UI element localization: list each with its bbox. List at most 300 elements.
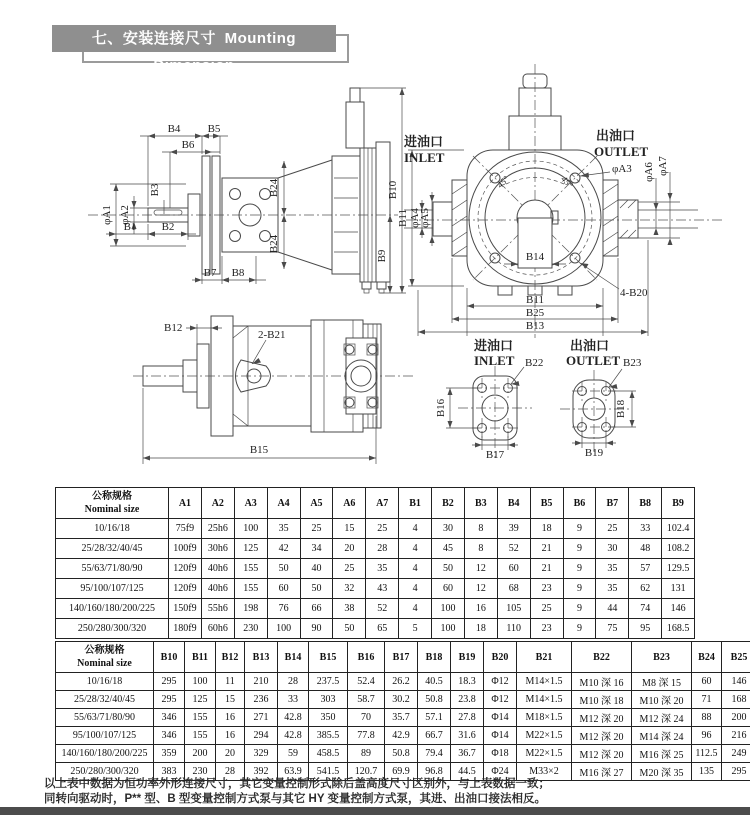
value-cell: 52.4 bbox=[348, 673, 385, 691]
dim-label-b22: B22 bbox=[525, 357, 544, 369]
nominal-size-header bbox=[56, 488, 169, 519]
value-cell: 303 bbox=[309, 691, 348, 709]
header-row bbox=[56, 642, 750, 673]
value-cell: 58.7 bbox=[348, 691, 385, 709]
value-cell: Φ12 bbox=[484, 673, 517, 691]
nominal-size-cell: 25/28/32/40/45 bbox=[56, 539, 169, 559]
value-cell: 8 bbox=[464, 519, 497, 539]
column-header-A4: A4 bbox=[267, 488, 300, 519]
value-cell: 55h6 bbox=[201, 599, 234, 619]
table-row bbox=[56, 599, 695, 619]
value-cell: 210 bbox=[245, 673, 278, 691]
footer-note-2: 同转向驱动时，P** 型、B 型变量控制方式泵与其它 HY 变量控制方式泵，其进、出油口接法相反。 bbox=[44, 792, 546, 810]
value-cell: 100 bbox=[234, 519, 267, 539]
value-cell: 60 bbox=[692, 673, 722, 691]
value-cell: 32 bbox=[333, 579, 366, 599]
value-cell: 155 bbox=[185, 727, 216, 745]
value-cell: 9 bbox=[563, 599, 596, 619]
value-cell: 15 bbox=[333, 519, 366, 539]
dim-label-b4: B4 bbox=[167, 123, 181, 135]
column-header-B15: B15 bbox=[309, 642, 348, 673]
value-cell: 16 bbox=[464, 599, 497, 619]
value-cell: 42.8 bbox=[278, 727, 309, 745]
column-header-B22: B22 bbox=[572, 642, 632, 673]
value-cell: 346 bbox=[154, 709, 185, 727]
inlet-label-en: INLET bbox=[404, 150, 445, 165]
nominal-size-cell: 140/160/180/200/225 bbox=[56, 745, 154, 763]
dim-label-b25: B25 bbox=[525, 307, 545, 319]
dim-label-b13: B13 bbox=[525, 320, 545, 332]
dimension-table-2 bbox=[55, 641, 750, 781]
table-row bbox=[56, 745, 750, 763]
value-cell: M12 深 20 bbox=[572, 745, 632, 763]
value-cell: 23 bbox=[530, 579, 563, 599]
dim-label-b11: B11 bbox=[526, 294, 544, 306]
table-row bbox=[56, 673, 750, 691]
value-cell: 20 bbox=[216, 745, 245, 763]
dim-label-a6: φA6 bbox=[643, 162, 655, 182]
value-cell: 329 bbox=[245, 745, 278, 763]
dim-label-b19: B19 bbox=[584, 447, 604, 459]
value-cell: 458.5 bbox=[309, 745, 348, 763]
dim-label-b1: B1 bbox=[123, 221, 137, 233]
column-header-B16: B16 bbox=[348, 642, 385, 673]
nominal-size-cell: 140/160/180/200/225 bbox=[56, 599, 169, 619]
column-header-B17: B17 bbox=[385, 642, 418, 673]
value-cell: 16 bbox=[216, 727, 245, 745]
value-cell: 150f9 bbox=[169, 599, 202, 619]
value-cell: 100 bbox=[267, 619, 300, 639]
value-cell: 216 bbox=[722, 727, 750, 745]
value-cell: M16 深 25 bbox=[632, 745, 692, 763]
column-header-B8: B8 bbox=[629, 488, 662, 519]
dim-label-b6: B6 bbox=[181, 139, 195, 151]
value-cell: 9 bbox=[563, 559, 596, 579]
value-cell: M14×1.5 bbox=[517, 691, 572, 709]
value-cell: Φ14 bbox=[484, 709, 517, 727]
value-cell: 102.4 bbox=[662, 519, 695, 539]
value-cell: 23.8 bbox=[451, 691, 484, 709]
port-flanges-drawing bbox=[430, 328, 685, 480]
column-header-B21: B21 bbox=[517, 642, 572, 673]
column-header-B13: B13 bbox=[245, 642, 278, 673]
value-cell: M12 深 20 bbox=[572, 709, 632, 727]
table-row bbox=[56, 539, 695, 559]
angle-label-left: 45° bbox=[494, 173, 511, 190]
value-cell: 385.5 bbox=[309, 727, 348, 745]
value-cell: 20 bbox=[333, 539, 366, 559]
dim-label-b23: B23 bbox=[623, 357, 642, 369]
value-cell: M14 深 24 bbox=[632, 727, 692, 745]
value-cell: 4 bbox=[399, 579, 432, 599]
nominal-size-cell: 55/63/71/80/90 bbox=[56, 709, 154, 727]
value-cell: 52 bbox=[497, 539, 530, 559]
value-cell: 392 bbox=[245, 763, 278, 781]
value-cell: 44.5 bbox=[451, 763, 484, 781]
value-cell: 4 bbox=[399, 519, 432, 539]
value-cell: 48 bbox=[629, 539, 662, 559]
value-cell: 38 bbox=[333, 599, 366, 619]
value-cell: 50.8 bbox=[385, 745, 418, 763]
value-cell: 120.7 bbox=[348, 763, 385, 781]
column-header-B23: B23 bbox=[632, 642, 692, 673]
nominal-size-cell: 10/16/18 bbox=[56, 673, 154, 691]
value-cell: 74 bbox=[629, 599, 662, 619]
dimension-lines bbox=[446, 367, 636, 450]
value-cell: 35 bbox=[596, 559, 629, 579]
column-header-B12: B12 bbox=[216, 642, 245, 673]
value-cell: Φ14 bbox=[484, 727, 517, 745]
dim-label-b5: B5 bbox=[207, 123, 221, 135]
column-header-B24: B24 bbox=[692, 642, 722, 673]
value-cell: 25h6 bbox=[201, 519, 234, 539]
value-cell: 36.7 bbox=[451, 745, 484, 763]
column-header-B5: B5 bbox=[530, 488, 563, 519]
value-cell: 28 bbox=[278, 673, 309, 691]
value-cell: M12 深 24 bbox=[632, 709, 692, 727]
inlet-port-label-en: INLET bbox=[474, 353, 515, 368]
value-cell: 230 bbox=[185, 763, 216, 781]
value-cell: 295 bbox=[722, 763, 750, 781]
column-header-B11: B11 bbox=[185, 642, 216, 673]
value-cell: M14×1.5 bbox=[517, 673, 572, 691]
front-view-drawing bbox=[398, 60, 733, 345]
table-row bbox=[56, 559, 695, 579]
value-cell: 146 bbox=[722, 673, 750, 691]
nominal-size-cell: 95/100/107/125 bbox=[56, 579, 169, 599]
value-cell: 76 bbox=[267, 599, 300, 619]
value-cell: 65 bbox=[366, 619, 399, 639]
dim-label-b21: 2-B21 bbox=[258, 329, 286, 341]
column-header-B4: B4 bbox=[497, 488, 530, 519]
nominal-size-cell: 250/280/300/320 bbox=[56, 763, 154, 781]
nominal-size-cell: 250/280/300/320 bbox=[56, 619, 169, 639]
outlet-label-zh: 出油口 bbox=[596, 128, 636, 143]
value-cell: 95 bbox=[629, 619, 662, 639]
dim-label-b18: B18 bbox=[615, 399, 627, 419]
value-cell: 9 bbox=[563, 519, 596, 539]
value-cell: M8 深 15 bbox=[632, 673, 692, 691]
dim-label-a5: φA5 bbox=[419, 208, 431, 228]
value-cell: 42 bbox=[267, 539, 300, 559]
dim-label-a3: φA3 bbox=[612, 163, 632, 175]
dim-label-b8: B8 bbox=[231, 267, 245, 279]
value-cell: 9 bbox=[563, 619, 596, 639]
column-header-A3: A3 bbox=[234, 488, 267, 519]
value-cell: 52 bbox=[366, 599, 399, 619]
value-cell: 35 bbox=[366, 559, 399, 579]
value-cell: 35.7 bbox=[385, 709, 418, 727]
value-cell: 25 bbox=[530, 599, 563, 619]
dim-label-b10: B10 bbox=[387, 180, 399, 200]
inlet-port-label-zh: 进油口 bbox=[474, 338, 514, 353]
value-cell: 50 bbox=[432, 559, 465, 579]
value-cell: 25 bbox=[596, 519, 629, 539]
value-cell: 30 bbox=[432, 519, 465, 539]
nominal-size-cell: 95/100/107/125 bbox=[56, 727, 154, 745]
dim-label-b12: B12 bbox=[164, 322, 183, 334]
value-cell: 21 bbox=[530, 539, 563, 559]
value-cell: 50 bbox=[300, 579, 333, 599]
value-cell: 18 bbox=[464, 619, 497, 639]
value-cell: M18×1.5 bbox=[517, 709, 572, 727]
value-cell: 57.1 bbox=[418, 709, 451, 727]
value-cell: 15 bbox=[216, 691, 245, 709]
dim-label-b14: B14 bbox=[525, 251, 545, 263]
value-cell: M16 深 27 bbox=[572, 763, 632, 781]
nominal-size-cell: 10/16/18 bbox=[56, 519, 169, 539]
dim-label-a1: φA1 bbox=[101, 205, 113, 225]
value-cell: 43 bbox=[366, 579, 399, 599]
nominal-size-cell: 25/28/32/40/45 bbox=[56, 691, 154, 709]
value-cell: 100 bbox=[185, 673, 216, 691]
value-cell: 11 bbox=[216, 673, 245, 691]
value-cell: 71 bbox=[692, 691, 722, 709]
value-cell: 35 bbox=[596, 579, 629, 599]
value-cell: 30h6 bbox=[201, 539, 234, 559]
value-cell: 30.2 bbox=[385, 691, 418, 709]
value-cell: 62 bbox=[629, 579, 662, 599]
column-header-B14: B14 bbox=[278, 642, 309, 673]
value-cell: 18 bbox=[530, 519, 563, 539]
value-cell: 180f9 bbox=[169, 619, 202, 639]
value-cell: 237.5 bbox=[309, 673, 348, 691]
value-cell: 57 bbox=[629, 559, 662, 579]
value-cell: 16 bbox=[216, 709, 245, 727]
value-cell: 68 bbox=[497, 579, 530, 599]
value-cell: 33 bbox=[278, 691, 309, 709]
value-cell: 42.8 bbox=[278, 709, 309, 727]
nominal-size-en: Nominal size bbox=[84, 504, 140, 515]
value-cell: Φ24 bbox=[484, 763, 517, 781]
value-cell: 155 bbox=[185, 709, 216, 727]
page-title-en: Mounting Dimension bbox=[153, 30, 297, 74]
dim-label-b24-bottom: B24 bbox=[268, 234, 280, 254]
value-cell: 70 bbox=[348, 709, 385, 727]
value-cell: 120f9 bbox=[169, 559, 202, 579]
dim-label-b20: 4-B20 bbox=[620, 287, 648, 299]
nominal-size-header bbox=[56, 642, 154, 673]
value-cell: 60 bbox=[432, 579, 465, 599]
value-cell: 40 bbox=[300, 559, 333, 579]
dim-label-b17: B17 bbox=[485, 449, 505, 461]
outlet-label-en: OUTLET bbox=[594, 144, 649, 159]
value-cell: 60 bbox=[497, 559, 530, 579]
nominal-size-cell: 55/63/71/80/90 bbox=[56, 559, 169, 579]
value-cell: 4 bbox=[399, 599, 432, 619]
value-cell: 120f9 bbox=[169, 579, 202, 599]
value-cell: 135 bbox=[692, 763, 722, 781]
value-cell: 66 bbox=[300, 599, 333, 619]
value-cell: 96 bbox=[692, 727, 722, 745]
dim-label-a7: φA7 bbox=[657, 156, 669, 176]
column-header-B19: B19 bbox=[451, 642, 484, 673]
value-cell: Φ18 bbox=[484, 745, 517, 763]
header-row bbox=[56, 488, 695, 519]
value-cell: 28 bbox=[216, 763, 245, 781]
value-cell: 39 bbox=[497, 519, 530, 539]
footer-notes bbox=[44, 777, 716, 810]
value-cell: 12 bbox=[464, 579, 497, 599]
column-header-B20: B20 bbox=[484, 642, 517, 673]
value-cell: 27.8 bbox=[451, 709, 484, 727]
column-header-B25: B25 bbox=[722, 642, 750, 673]
value-cell: 100f9 bbox=[169, 539, 202, 559]
pump-outline bbox=[88, 88, 398, 293]
nominal-size-en: Nominal size bbox=[77, 658, 132, 669]
dim-label-b24-top: B24 bbox=[268, 178, 280, 198]
column-header-B3: B3 bbox=[464, 488, 497, 519]
value-cell: 12 bbox=[464, 559, 497, 579]
value-cell: 33 bbox=[629, 519, 662, 539]
value-cell: M12 深 20 bbox=[572, 727, 632, 745]
column-header-B1: B1 bbox=[399, 488, 432, 519]
value-cell: 60h6 bbox=[201, 619, 234, 639]
value-cell: 200 bbox=[722, 709, 750, 727]
value-cell: 4 bbox=[399, 539, 432, 559]
dimension-table-1 bbox=[55, 487, 695, 639]
angle-label-right: 45° bbox=[559, 173, 576, 190]
value-cell: 350 bbox=[309, 709, 348, 727]
dim-label-a2: φA2 bbox=[119, 205, 131, 225]
value-cell: 155 bbox=[234, 579, 267, 599]
value-cell: 45 bbox=[432, 539, 465, 559]
value-cell: 108.2 bbox=[662, 539, 695, 559]
value-cell: 26.2 bbox=[385, 673, 418, 691]
value-cell: 168 bbox=[722, 691, 750, 709]
column-header-B2: B2 bbox=[432, 488, 465, 519]
dim-label-b3: B3 bbox=[149, 183, 161, 197]
dim-label-b7: B7 bbox=[203, 267, 217, 279]
table-row bbox=[56, 691, 750, 709]
column-header-B6: B6 bbox=[563, 488, 596, 519]
value-cell: 9 bbox=[563, 579, 596, 599]
value-cell: 69.9 bbox=[385, 763, 418, 781]
value-cell: 40h6 bbox=[201, 579, 234, 599]
value-cell: 21 bbox=[530, 559, 563, 579]
side-view-drawing bbox=[30, 58, 425, 308]
value-cell: Φ12 bbox=[484, 691, 517, 709]
value-cell: 30 bbox=[596, 539, 629, 559]
value-cell: 249 bbox=[722, 745, 750, 763]
section-title-bar bbox=[52, 25, 336, 74]
column-header-B18: B18 bbox=[418, 642, 451, 673]
table-row bbox=[56, 727, 750, 745]
value-cell: 129.5 bbox=[662, 559, 695, 579]
table-row bbox=[56, 519, 695, 539]
value-cell: 295 bbox=[154, 691, 185, 709]
value-cell: 155 bbox=[234, 559, 267, 579]
dim-label-b15: B15 bbox=[249, 444, 269, 456]
outlet-port-label-en: OUTLET bbox=[566, 353, 621, 368]
value-cell: 18.3 bbox=[451, 673, 484, 691]
dim-label-b9: B9 bbox=[376, 249, 388, 263]
value-cell: 100 bbox=[432, 619, 465, 639]
value-cell: 44 bbox=[596, 599, 629, 619]
nominal-size-zh: 公称规格 bbox=[84, 645, 125, 656]
column-header-A1: A1 bbox=[169, 488, 202, 519]
value-cell: 90 bbox=[300, 619, 333, 639]
value-cell: M10 深 16 bbox=[572, 673, 632, 691]
value-cell: 125 bbox=[185, 691, 216, 709]
inlet-label-zh: 进油口 bbox=[404, 134, 444, 149]
value-cell: 110 bbox=[497, 619, 530, 639]
value-cell: 346 bbox=[154, 727, 185, 745]
value-cell: 271 bbox=[245, 709, 278, 727]
value-cell: 541.5 bbox=[309, 763, 348, 781]
value-cell: 42.9 bbox=[385, 727, 418, 745]
value-cell: 200 bbox=[185, 745, 216, 763]
value-cell: 383 bbox=[154, 763, 185, 781]
dim-label-b16: B16 bbox=[435, 398, 447, 418]
page-title-zh: 七、安装连接尺寸 bbox=[91, 30, 216, 47]
value-cell: 25 bbox=[366, 519, 399, 539]
dimension-labels bbox=[101, 123, 399, 279]
value-cell: 23 bbox=[530, 619, 563, 639]
outlet-port-label-zh: 出油口 bbox=[570, 338, 610, 353]
value-cell: 40.5 bbox=[418, 673, 451, 691]
value-cell: 359 bbox=[154, 745, 185, 763]
value-cell: 66.7 bbox=[418, 727, 451, 745]
value-cell: 50 bbox=[333, 619, 366, 639]
value-cell: M22×1.5 bbox=[517, 727, 572, 745]
value-cell: 230 bbox=[234, 619, 267, 639]
nominal-size-zh: 公称规格 bbox=[92, 491, 132, 502]
value-cell: 35 bbox=[267, 519, 300, 539]
value-cell: 25 bbox=[300, 519, 333, 539]
column-header-B10: B10 bbox=[154, 642, 185, 673]
value-cell: 75 bbox=[596, 619, 629, 639]
side-view2-drawing bbox=[128, 298, 418, 483]
value-cell: 75f9 bbox=[169, 519, 202, 539]
value-cell: M33×2 bbox=[517, 763, 572, 781]
value-cell: 40h6 bbox=[201, 559, 234, 579]
value-cell: 79.4 bbox=[418, 745, 451, 763]
value-cell: 77.8 bbox=[348, 727, 385, 745]
table-row bbox=[56, 579, 695, 599]
value-cell: 4 bbox=[399, 559, 432, 579]
value-cell: 146 bbox=[662, 599, 695, 619]
value-cell: M20 深 35 bbox=[632, 763, 692, 781]
value-cell: 125 bbox=[234, 539, 267, 559]
value-cell: 31.6 bbox=[451, 727, 484, 745]
value-cell: 5 bbox=[399, 619, 432, 639]
dim-label-b11-left: B11 bbox=[397, 209, 409, 227]
column-header-A6: A6 bbox=[333, 488, 366, 519]
value-cell: 34 bbox=[300, 539, 333, 559]
value-cell: 8 bbox=[464, 539, 497, 559]
page-bottom-bar bbox=[0, 807, 750, 815]
value-cell: 9 bbox=[563, 539, 596, 559]
value-cell: 168.5 bbox=[662, 619, 695, 639]
footer-note-1: 以上表中数据为恒功率外形连接尺寸，其它变量控制形式除后盖高度尺寸区别外，与上表数据一致； bbox=[44, 778, 550, 790]
value-cell: 131 bbox=[662, 579, 695, 599]
table-row bbox=[56, 709, 750, 727]
column-header-A7: A7 bbox=[366, 488, 399, 519]
value-cell: 50 bbox=[267, 559, 300, 579]
column-header-B7: B7 bbox=[596, 488, 629, 519]
value-cell: 50.8 bbox=[418, 691, 451, 709]
value-cell: 100 bbox=[432, 599, 465, 619]
value-cell: M10 深 18 bbox=[572, 691, 632, 709]
flange-outline bbox=[458, 366, 630, 458]
value-cell: 295 bbox=[154, 673, 185, 691]
value-cell: 60 bbox=[267, 579, 300, 599]
dim-label-b2: B2 bbox=[161, 221, 175, 233]
value-cell: 89 bbox=[348, 745, 385, 763]
value-cell: 59 bbox=[278, 745, 309, 763]
value-cell: 25 bbox=[333, 559, 366, 579]
